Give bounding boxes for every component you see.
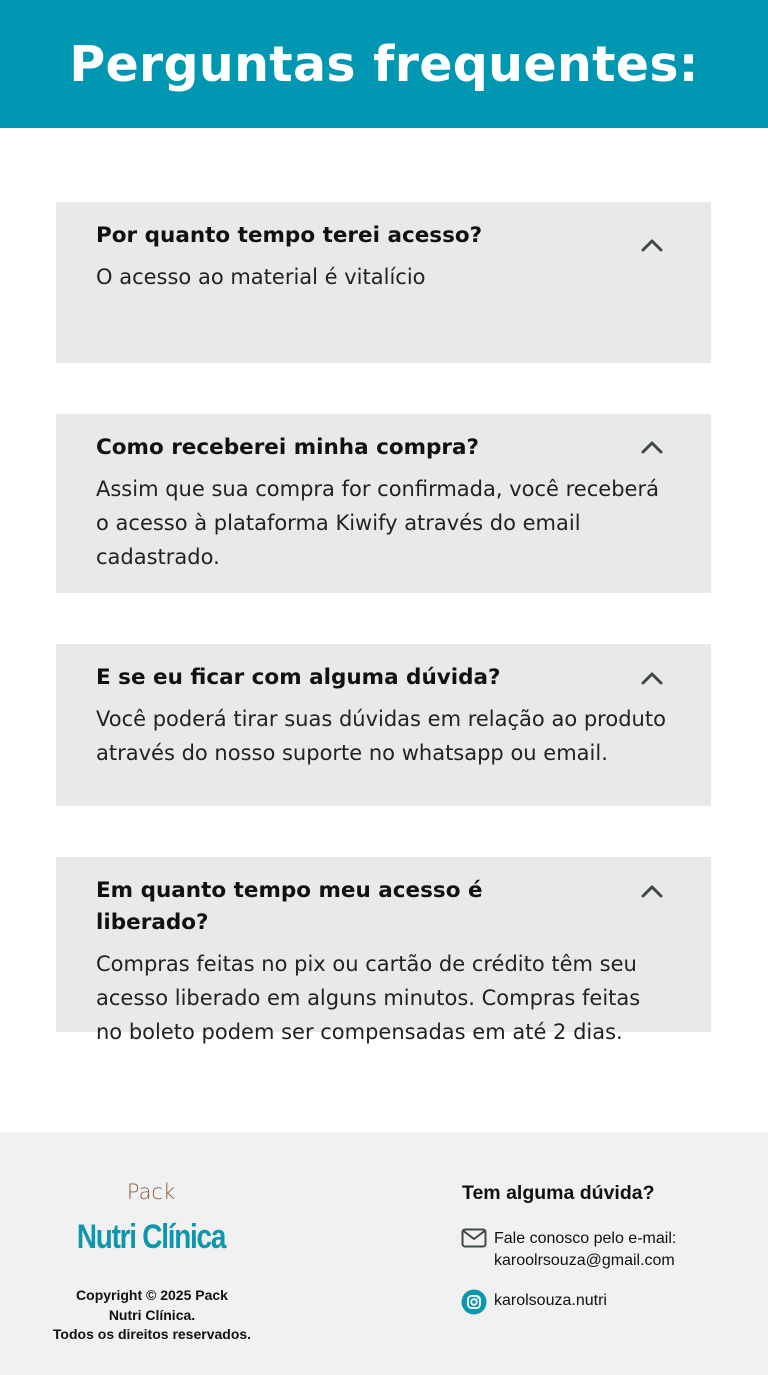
contact-title: Tem alguma dúvida? — [462, 1182, 655, 1204]
faq-answer: Assim que sua compra for confirmada, você receberá o acesso à plataforma Kiwify através do email cadastrado. — [96, 477, 659, 569]
instagram-handle[interactable]: karolsouza.nutri — [494, 1292, 607, 1309]
chevron-up-icon[interactable] — [639, 878, 665, 904]
faq-item-receive-purchase[interactable] — [56, 414, 711, 593]
page-header — [0, 0, 768, 128]
faq-item-doubts[interactable] — [56, 644, 711, 806]
email-label: Fale conosco pelo e-mail: — [494, 1230, 677, 1247]
faq-question: Como receberei minha compra? — [96, 435, 480, 460]
faq-question: Em quanto tempo meu acesso é liberado? — [96, 878, 483, 935]
chevron-up-icon[interactable] — [639, 434, 665, 460]
faq-question: E se eu ficar com alguma dúvida? — [96, 665, 501, 690]
footer — [0, 1132, 768, 1375]
faq-question: Por quanto tempo terei acesso? — [96, 223, 483, 248]
copyright-line: Nutri Clínica. — [108, 1306, 196, 1323]
copyright-line: Copyright © 2025 Pack — [76, 1287, 228, 1303]
logo-brand-text: Nutri Clínica — [76, 1218, 226, 1256]
copyright-line: Todos os direitos reservados. — [52, 1326, 252, 1342]
instagram-icon[interactable] — [461, 1289, 487, 1315]
page-title: Perguntas frequentes: — [69, 35, 699, 93]
faq-answer: Compras feitas no pix ou cartão de crédito têm seu acesso liberado em alguns minutos. Compras feitas no boleto podem ser compensadas em até 2 dias. — [96, 952, 641, 1044]
faq-item-access-time[interactable] — [56, 202, 711, 363]
faq-item-access-release[interactable] — [56, 857, 711, 1044]
chevron-up-icon[interactable] — [639, 665, 665, 691]
copyright-text — [30, 1286, 274, 1345]
contact-email[interactable] — [494, 1228, 734, 1272]
chevron-up-icon[interactable] — [639, 232, 665, 258]
mail-icon — [461, 1228, 487, 1248]
faq-answer: Você poderá tirar suas dúvidas em relação ao produto através do nosso suporte no whatsapp ou email. — [96, 707, 666, 765]
logo-pack-text: Pack — [126, 1180, 176, 1204]
faq-answer: O acesso ao material é vitalício — [96, 265, 426, 289]
email-address[interactable]: karoolrsouza@gmail.com — [494, 1252, 675, 1269]
